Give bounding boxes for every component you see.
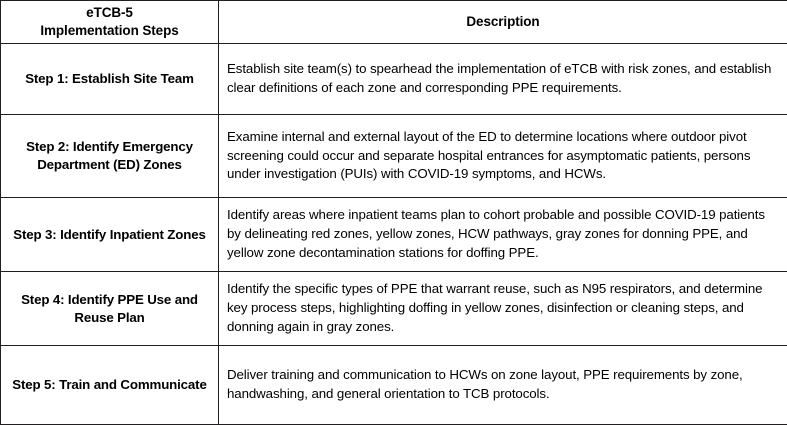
column-header-steps-line-1: eTCB-5 — [7, 4, 212, 22]
table-body — [1, 44, 787, 425]
table-header-row — [1, 1, 787, 44]
column-header-description-line-1: Description — [225, 13, 781, 31]
step-cell-1: Step 1: Establish Site Team — [1, 44, 219, 115]
table-row — [1, 198, 787, 272]
description-cell-1: Establish site team(s) to spearhead the implementation of eTCB with risk zones, and establish clear definitions of each zone and corresponding PPE requirements. — [219, 44, 787, 115]
table-row — [1, 272, 787, 346]
step-cell-4: Step 4: Identify PPE Use and Reuse Plan — [1, 272, 219, 346]
step-cell-5: Step 5: Train and Communicate — [1, 346, 219, 425]
description-cell-5: Deliver training and communication to HCWs on zone layout, PPE requirements by zone, handwashing, and general orientation to TCB protocols. — [219, 346, 787, 425]
table-header — [1, 1, 787, 44]
table-row — [1, 346, 787, 425]
step-cell-2: Step 2: Identify Emergency Department (ED) Zones — [1, 115, 219, 198]
column-header-steps — [1, 1, 219, 44]
table-row — [1, 44, 787, 115]
column-header-description — [219, 1, 787, 44]
column-header-steps-line-2: Implementation Steps — [7, 22, 212, 40]
description-cell-3: Identify areas where inpatient teams plan to cohort probable and possible COVID-19 patients by delineating red zones, yellow zones, HCW pathways, gray zones for donning PPE, and yellow zone decontamination stations for doffing PPE. — [219, 198, 787, 272]
table-row — [1, 115, 787, 198]
step-cell-3: Step 3: Identify Inpatient Zones — [1, 198, 219, 272]
description-cell-4: Identify the specific types of PPE that warrant reuse, such as N95 respirators, and determine key process steps, highlighting doffing in yellow zones, disinfection or cleaning steps, and donning again in gray zones. — [219, 272, 787, 346]
description-cell-2: Examine internal and external layout of the ED to determine locations where outdoor pivot screening could occur and separate hospital entrances for asymptomatic patients, persons under investigation (PUIs) with COVID-19 symptoms, and HCWs. — [219, 115, 787, 198]
